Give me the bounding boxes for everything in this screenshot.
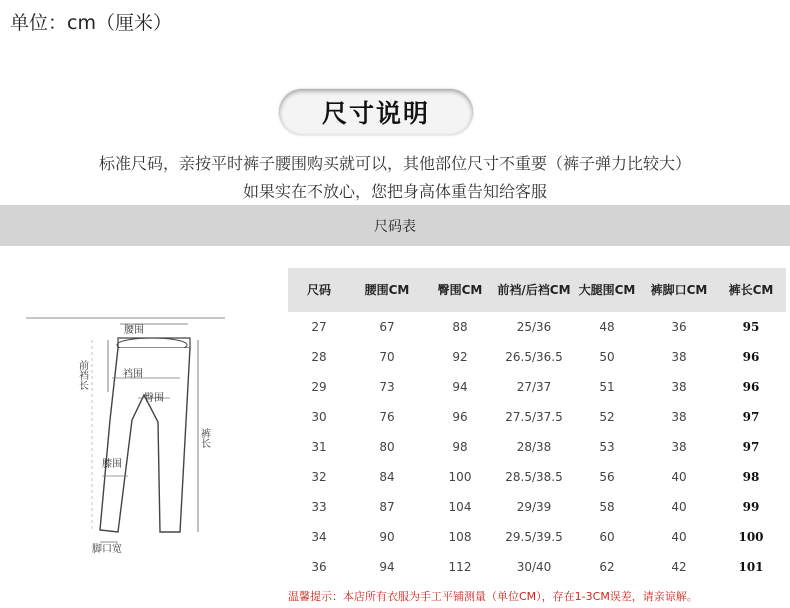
diagram-label-hem: 脚口宽 — [92, 544, 122, 555]
table-cell: 76 — [379, 410, 395, 424]
unit-label: 单位：cm（厘米） — [10, 12, 172, 34]
table-cell: 50 — [599, 350, 615, 364]
diagram-label-crotch: 裆围 — [123, 369, 143, 380]
table-cell: 28 — [311, 350, 327, 364]
table-cell: 73 — [379, 380, 395, 394]
table-cell: 87 — [379, 500, 395, 514]
size-table-header-row — [288, 268, 786, 312]
table-cell: 104 — [448, 500, 472, 514]
table-cell: 52 — [599, 410, 615, 424]
table-cell: 40 — [671, 530, 687, 544]
table-cell: 62 — [599, 560, 615, 574]
table-cell: 98 — [452, 440, 468, 454]
diagram-label-front-rise: 前裆长 — [76, 360, 88, 390]
table-row — [288, 402, 786, 432]
size-table-header-cell: 大腿围CM — [572, 268, 642, 312]
table-cell: 51 — [599, 380, 615, 394]
table-cell: 48 — [599, 320, 615, 334]
table-cell: 31 — [311, 440, 327, 454]
table-cell: 40 — [671, 500, 687, 514]
table-row — [288, 372, 786, 402]
table-cell: 108 — [448, 530, 472, 544]
table-cell: 29 — [311, 380, 327, 394]
table-cell: 38 — [671, 380, 687, 394]
table-title: 尺码表 — [374, 218, 416, 235]
table-cell: 92 — [452, 350, 468, 364]
table-cell: 29.5/39.5 — [505, 530, 563, 544]
size-table-header-cell: 臀围CM — [424, 268, 496, 312]
table-row — [288, 342, 786, 372]
table-row — [288, 552, 786, 582]
table-cell: 27.5/37.5 — [505, 410, 563, 424]
diagram-label-knee: 膝围 — [102, 459, 122, 470]
table-cell: 32 — [311, 470, 327, 484]
size-table-header-cell: 裤长CM — [716, 268, 786, 312]
section-title: 尺寸说明 — [321, 99, 430, 128]
table-cell: 30/40 — [516, 560, 552, 574]
measurement-note: 温馨提示：本店所有衣服为手工平铺测量（单位CM），存在1-3CM误差，请亲谅解。 — [288, 590, 698, 603]
table-cell: 112 — [448, 560, 472, 574]
table-cell: 96 — [452, 410, 468, 424]
table-cell: 100 — [738, 530, 764, 544]
table-cell: 53 — [599, 440, 615, 454]
diagram-label-hip: 臀围 — [144, 393, 164, 404]
table-cell: 38 — [671, 440, 687, 454]
table-row — [288, 522, 786, 552]
size-table — [288, 268, 786, 582]
table-cell: 42 — [671, 560, 687, 574]
table-cell: 67 — [379, 320, 395, 334]
description-line-2: 如果实在不放心，您把身高体重告知给客服 — [242, 182, 547, 201]
table-cell: 33 — [311, 500, 327, 514]
table-cell: 58 — [599, 500, 615, 514]
table-cell: 26.5/36.5 — [505, 350, 563, 364]
diagram-label-waist: 腰围 — [124, 325, 144, 336]
table-cell: 38 — [671, 410, 687, 424]
table-cell: 95 — [742, 320, 760, 334]
table-cell: 96 — [742, 380, 760, 394]
table-title-band — [0, 205, 790, 246]
table-cell: 80 — [379, 440, 395, 454]
table-cell: 97 — [742, 440, 760, 454]
table-cell: 28.5/38.5 — [505, 470, 563, 484]
table-row — [288, 492, 786, 522]
table-cell: 101 — [738, 560, 764, 574]
table-cell: 25/36 — [516, 320, 552, 334]
table-cell: 97 — [742, 410, 760, 424]
table-row — [288, 312, 786, 342]
table-cell: 70 — [379, 350, 395, 364]
size-table-header-cell: 尺码 — [288, 268, 350, 312]
table-cell: 99 — [742, 500, 760, 514]
table-cell: 84 — [379, 470, 395, 484]
table-cell: 98 — [742, 470, 760, 484]
table-cell: 29/39 — [516, 500, 552, 514]
table-cell: 34 — [311, 530, 327, 544]
table-cell: 94 — [452, 380, 468, 394]
size-table-header-cell: 腰围CM — [350, 268, 424, 312]
table-cell: 56 — [599, 470, 615, 484]
size-table-header-cell: 裤脚口CM — [642, 268, 716, 312]
table-cell: 96 — [742, 350, 760, 364]
section-title-pill — [279, 89, 473, 135]
table-cell: 28/38 — [516, 440, 552, 454]
description-line-1: 标准尺码，亲按平时裤子腰围购买就可以，其他部位尺寸不重要（裤子弹力比较大） — [98, 154, 691, 173]
table-cell: 40 — [671, 470, 687, 484]
table-cell: 88 — [452, 320, 468, 334]
table-row — [288, 432, 786, 462]
pants-diagram — [20, 300, 235, 565]
table-cell: 100 — [448, 470, 472, 484]
table-cell: 90 — [379, 530, 395, 544]
table-row — [288, 462, 786, 492]
table-cell: 60 — [599, 530, 615, 544]
table-cell: 38 — [671, 350, 687, 364]
size-table-header-cell: 前裆/后裆CM — [496, 268, 572, 312]
table-cell: 36 — [311, 560, 327, 574]
diagram-label-length: 裤长 — [198, 428, 210, 448]
table-cell: 27 — [311, 320, 327, 334]
table-cell: 94 — [379, 560, 395, 574]
table-cell: 27/37 — [516, 380, 552, 394]
table-cell: 36 — [671, 320, 687, 334]
table-cell: 30 — [311, 410, 327, 424]
